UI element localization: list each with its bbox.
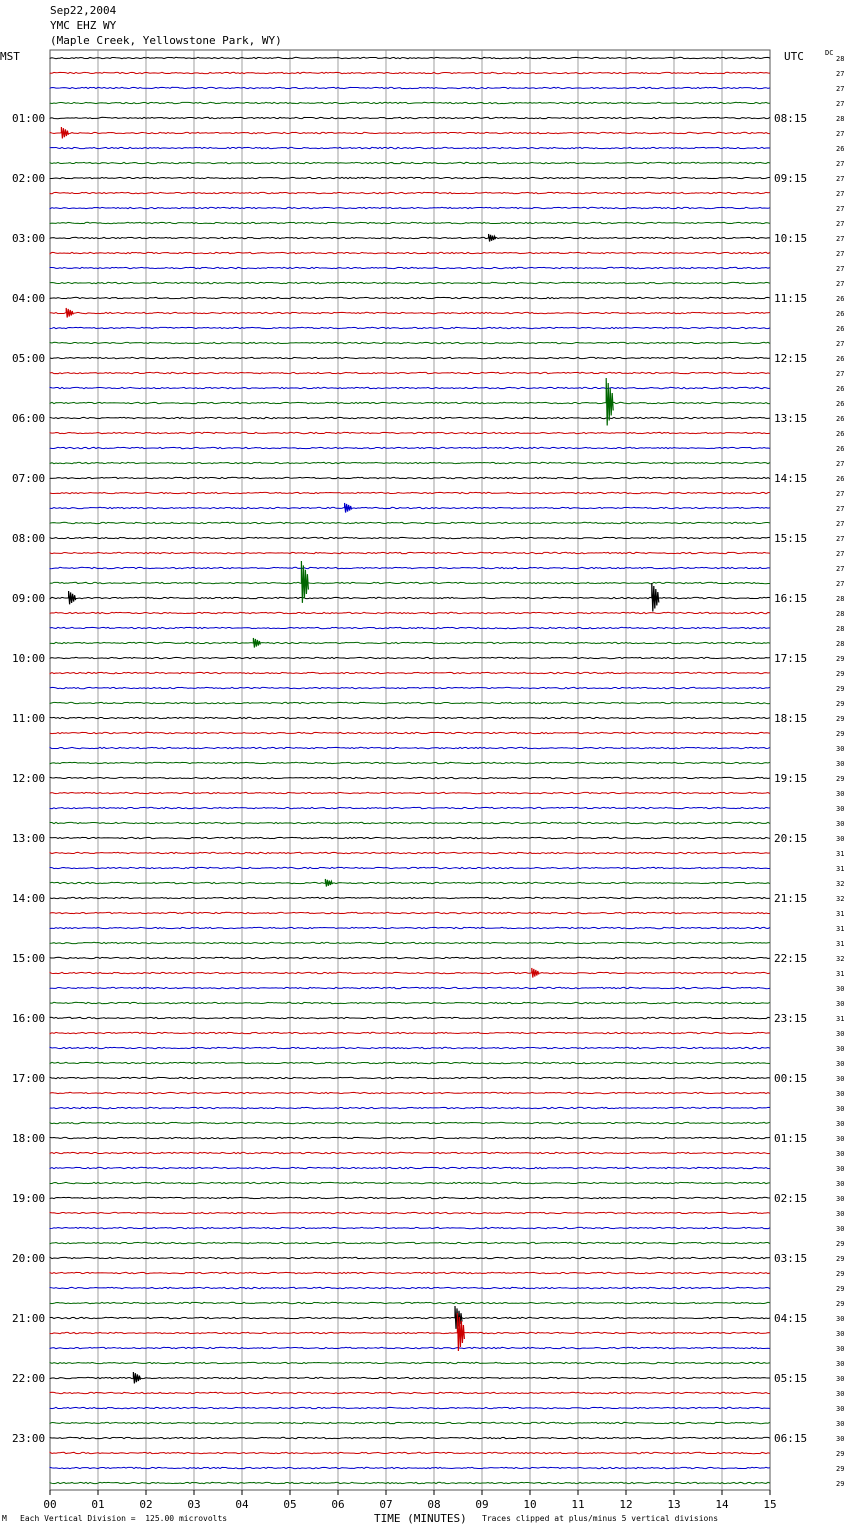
seismic-trace	[50, 252, 770, 253]
seismic-trace	[50, 1287, 770, 1288]
left-hour-label: 08:00	[12, 532, 46, 545]
right-hour-label: 13:15	[774, 412, 808, 425]
footer-scale: Each Vertical Division = 125.00 microvolts	[20, 1514, 228, 1523]
right-hour-label: 23:15	[774, 1012, 808, 1025]
dc-value: 27	[836, 550, 845, 558]
dc-value: 30	[836, 835, 845, 843]
dc-value: 29	[836, 1285, 845, 1293]
dc-value: 27	[836, 205, 845, 213]
seismic-trace	[50, 1242, 770, 1243]
dc-value: 30	[836, 1195, 845, 1203]
left-hour-label: 14:00	[12, 892, 46, 905]
x-tick-label: 08	[427, 1498, 441, 1511]
dc-value: 26	[836, 400, 845, 408]
left-hour-label: 19:00	[12, 1192, 46, 1205]
dc-value: 27	[836, 190, 845, 198]
seismic-trace	[50, 732, 770, 733]
left-hour-label: 21:00	[12, 1312, 46, 1325]
dc-value: 29	[836, 715, 845, 723]
seismic-event	[489, 234, 496, 242]
x-tick-label: 04	[235, 1498, 249, 1511]
dc-value: 26	[836, 310, 845, 318]
dc-value: 30	[836, 760, 845, 768]
seismic-trace	[50, 897, 770, 898]
seismic-trace	[50, 387, 770, 388]
dc-value: 30	[836, 1075, 845, 1083]
dc-value: 27	[836, 130, 845, 138]
x-tick-label: 03	[187, 1498, 201, 1511]
dc-value: 30	[836, 1150, 845, 1158]
right-hour-label: 01:15	[774, 1132, 808, 1145]
dc-value: 32	[836, 895, 845, 903]
dc-value: 27	[836, 280, 845, 288]
footer-clip: Traces clipped at plus/minus 5 vertical divisions	[482, 1514, 719, 1523]
seismic-trace	[50, 357, 770, 358]
x-tick-label: 13	[667, 1498, 681, 1511]
seismic-trace	[50, 972, 770, 973]
left-hour-label: 10:00	[12, 652, 46, 665]
seismic-trace	[50, 1407, 770, 1408]
dc-value: 32	[836, 880, 845, 888]
dc-value: 29	[836, 655, 845, 663]
x-tick-label: 06	[331, 1498, 345, 1511]
seismic-trace	[50, 1122, 770, 1123]
seismic-trace	[50, 552, 770, 553]
seismic-trace	[50, 1182, 770, 1183]
seismic-trace	[50, 1362, 770, 1363]
dc-value: 30	[836, 805, 845, 813]
dc-value: 30	[836, 790, 845, 798]
dc-value: 27	[836, 340, 845, 348]
dc-value: 29	[836, 730, 845, 738]
right-hour-label: 12:15	[774, 352, 808, 365]
seismic-trace	[50, 432, 770, 433]
seismic-trace	[50, 852, 770, 853]
dc-value: 27	[836, 520, 845, 528]
dc-value: 30	[836, 1225, 845, 1233]
seismic-trace	[50, 132, 770, 133]
dc-value: 31	[836, 970, 845, 978]
seismic-trace	[50, 567, 770, 568]
dc-value: 27	[836, 505, 845, 513]
seismic-trace	[50, 447, 770, 448]
dc-value: 28	[836, 115, 845, 123]
left-hour-label: 18:00	[12, 1132, 46, 1145]
dc-value: 27	[836, 370, 845, 378]
seismic-trace	[50, 492, 770, 493]
dc-value: 29	[836, 1300, 845, 1308]
dc-value: 30	[836, 1210, 845, 1218]
seismic-trace	[50, 102, 770, 103]
right-hour-label: 04:15	[774, 1312, 808, 1325]
dc-value: 28	[836, 625, 845, 633]
dc-value: 30	[836, 1420, 845, 1428]
seismic-trace	[50, 297, 770, 298]
seismic-trace	[50, 267, 770, 268]
right-hour-label: 16:15	[774, 592, 808, 605]
dc-value: 29	[836, 1480, 845, 1488]
dc-value: 27	[836, 580, 845, 588]
dc-value: 32	[836, 955, 845, 963]
dc-value: 30	[836, 1405, 845, 1413]
right-hour-label: 05:15	[774, 1372, 808, 1385]
left-hour-label: 23:00	[12, 1432, 46, 1445]
seismic-trace	[50, 1152, 770, 1153]
seismic-trace	[50, 777, 770, 778]
dc-value: 27	[836, 100, 845, 108]
seismic-trace	[50, 612, 770, 613]
seismic-trace	[50, 942, 770, 943]
dc-value: 29	[836, 700, 845, 708]
right-hour-label: 20:15	[774, 832, 808, 845]
dc-value: 30	[836, 1105, 845, 1113]
dc-value: 30	[836, 985, 845, 993]
dc-value: 26	[836, 145, 845, 153]
dc-value: 27	[836, 85, 845, 93]
dc-value: 29	[836, 1270, 845, 1278]
dc-value: 30	[836, 1090, 845, 1098]
dc-value: 27	[836, 220, 845, 228]
dc-value: 30	[836, 1330, 845, 1338]
seismic-trace	[50, 1077, 770, 1078]
right-hour-label: 15:15	[774, 532, 808, 545]
seismic-trace	[50, 1347, 770, 1348]
seismic-trace	[50, 1167, 770, 1168]
seismic-trace	[50, 927, 770, 928]
dc-value: 30	[836, 1165, 845, 1173]
left-hour-label: 03:00	[12, 232, 46, 245]
dc-value: 27	[836, 460, 845, 468]
left-hour-label: 06:00	[12, 412, 46, 425]
dc-value: 30	[836, 820, 845, 828]
left-hour-label: 22:00	[12, 1372, 46, 1385]
dc-value: 29	[836, 670, 845, 678]
dc-value: 26	[836, 295, 845, 303]
dc-value: 31	[836, 1015, 845, 1023]
seismic-trace	[50, 477, 770, 478]
left-hour-label: 13:00	[12, 832, 46, 845]
x-tick-label: 12	[619, 1498, 633, 1511]
seismic-trace	[50, 747, 770, 748]
right-hour-label: 18:15	[774, 712, 808, 725]
dc-value: 30	[836, 745, 845, 753]
seismic-trace	[50, 1047, 770, 1048]
seismic-trace	[50, 1392, 770, 1393]
dc-value: 30	[836, 1315, 845, 1323]
seismic-trace	[50, 1422, 770, 1423]
dc-value: 30	[836, 1120, 845, 1128]
seismic-trace	[50, 417, 770, 418]
seismic-event	[325, 879, 332, 887]
x-tick-label: 11	[571, 1498, 585, 1511]
seismic-trace	[50, 792, 770, 793]
seismic-trace	[50, 222, 770, 223]
dc-value: 31	[836, 925, 845, 933]
seismic-trace	[50, 522, 770, 523]
seismic-event	[652, 583, 659, 612]
seismic-event	[532, 968, 539, 978]
right-hour-label: 09:15	[774, 172, 808, 185]
seismic-trace	[50, 837, 770, 838]
dc-value: 27	[836, 235, 845, 243]
dc-value: 28	[836, 610, 845, 618]
right-hour-label: 22:15	[774, 952, 808, 965]
dc-label: DC	[825, 49, 834, 57]
left-hour-label: 16:00	[12, 1012, 46, 1025]
dc-value: 30	[836, 1060, 845, 1068]
dc-value: 30	[836, 1030, 845, 1038]
seismic-trace	[50, 87, 770, 88]
dc-value: 29	[836, 1465, 845, 1473]
x-tick-label: 09	[475, 1498, 489, 1511]
right-hour-label: 08:15	[774, 112, 808, 125]
dc-value: 27	[836, 265, 845, 273]
left-hour-label: 15:00	[12, 952, 46, 965]
dc-value: 29	[836, 775, 845, 783]
seismic-event	[69, 591, 76, 604]
chart-date: Sep22,2004	[50, 4, 117, 17]
seismic-trace	[50, 507, 770, 508]
seismic-trace	[50, 882, 770, 883]
left-hour-label: 20:00	[12, 1252, 46, 1265]
dc-value: 27	[836, 70, 845, 78]
dc-value: 27	[836, 490, 845, 498]
dc-value: 30	[836, 1045, 845, 1053]
dc-value: 26	[836, 415, 845, 423]
seismic-trace	[50, 1272, 770, 1273]
seismic-trace	[50, 177, 770, 178]
x-tick-label: 00	[43, 1498, 57, 1511]
dc-value: 30	[836, 1135, 845, 1143]
seismic-trace	[50, 372, 770, 373]
left-hour-label: 11:00	[12, 712, 46, 725]
dc-value: 27	[836, 535, 845, 543]
dc-value: 29	[836, 685, 845, 693]
seismic-trace	[50, 1137, 770, 1138]
chart-station: YMC EHZ WY	[50, 19, 117, 32]
right-hour-label: 10:15	[774, 232, 808, 245]
seismic-trace	[50, 282, 770, 283]
seismic-trace	[50, 627, 770, 628]
seismic-event	[133, 1372, 140, 1383]
dc-value: 31	[836, 850, 845, 858]
dc-value: 30	[836, 1345, 845, 1353]
dc-value: 26	[836, 475, 845, 483]
seismic-trace	[50, 1317, 770, 1318]
dc-value: 29	[836, 1450, 845, 1458]
seismic-trace	[50, 582, 770, 583]
x-tick-label: 15	[763, 1498, 777, 1511]
seismic-trace	[50, 72, 770, 73]
right-hour-label: 00:15	[774, 1072, 808, 1085]
dc-value: 29	[836, 1255, 845, 1263]
seismic-trace	[50, 957, 770, 958]
dc-value: 26	[836, 445, 845, 453]
seismic-trace	[50, 1227, 770, 1228]
seismic-trace	[50, 402, 770, 403]
seismic-event	[253, 638, 260, 648]
dc-value: 28	[836, 640, 845, 648]
seismic-trace	[50, 807, 770, 808]
seismic-trace	[50, 327, 770, 328]
seismic-event	[345, 503, 352, 513]
dc-value: 30	[836, 1360, 845, 1368]
x-tick-label: 07	[379, 1498, 393, 1511]
seismic-trace	[50, 117, 770, 118]
dc-value: 27	[836, 565, 845, 573]
x-tick-label: 02	[139, 1498, 153, 1511]
dc-value: 27	[836, 160, 845, 168]
seismic-trace	[50, 1482, 770, 1483]
dc-value: 26	[836, 355, 845, 363]
left-timezone-label: MST	[0, 50, 20, 63]
left-hour-label: 09:00	[12, 592, 46, 605]
seismic-trace	[50, 1092, 770, 1093]
x-axis-label: TIME (MINUTES)	[374, 1512, 467, 1525]
left-hour-label: 02:00	[12, 172, 46, 185]
seismic-trace	[50, 597, 770, 598]
right-hour-label: 03:15	[774, 1252, 808, 1265]
seismic-trace	[50, 162, 770, 163]
seismic-trace	[50, 1332, 770, 1333]
seismic-trace	[50, 642, 770, 643]
seismic-trace	[50, 1017, 770, 1018]
dc-value: 26	[836, 430, 845, 438]
right-timezone-label: UTC	[784, 50, 804, 63]
seismic-trace	[50, 1197, 770, 1198]
left-hour-label: 17:00	[12, 1072, 46, 1085]
dc-value: 30	[836, 1390, 845, 1398]
seismic-trace	[50, 1002, 770, 1003]
dc-value: 26	[836, 385, 845, 393]
seismic-trace	[50, 192, 770, 193]
x-tick-label: 10	[523, 1498, 537, 1511]
dc-value: 30	[836, 1180, 845, 1188]
seismic-event	[301, 561, 308, 603]
left-hour-label: 07:00	[12, 472, 46, 485]
seismic-trace	[50, 1062, 770, 1063]
seismic-trace	[50, 912, 770, 913]
seismic-trace	[50, 147, 770, 148]
right-hour-label: 19:15	[774, 772, 808, 785]
seismic-trace	[50, 1302, 770, 1303]
right-hour-label: 17:15	[774, 652, 808, 665]
seismic-trace	[50, 702, 770, 703]
left-hour-label: 05:00	[12, 352, 46, 365]
seismic-trace	[50, 1452, 770, 1453]
right-hour-label: 06:15	[774, 1432, 808, 1445]
seismic-trace	[50, 462, 770, 463]
dc-value: 31	[836, 940, 845, 948]
dc-value: 29	[836, 1240, 845, 1248]
seismic-trace	[50, 1437, 770, 1438]
seismic-trace	[50, 822, 770, 823]
chart-location: (Maple Creek, Yellowstone Park, WY)	[50, 34, 282, 47]
seismic-trace	[50, 342, 770, 343]
seismic-trace	[50, 1377, 770, 1378]
right-hour-label: 21:15	[774, 892, 808, 905]
dc-value: 31	[836, 910, 845, 918]
seismic-trace	[50, 717, 770, 718]
seismic-trace	[50, 1257, 770, 1258]
x-tick-label: 01	[91, 1498, 105, 1511]
seismic-trace	[50, 1212, 770, 1213]
x-tick-label: 05	[283, 1498, 297, 1511]
left-hour-label: 12:00	[12, 772, 46, 785]
footer-mark: M	[2, 1514, 7, 1523]
seismic-trace	[50, 687, 770, 688]
dc-value: 28	[836, 55, 845, 63]
seismic-event	[66, 308, 73, 318]
seismic-trace	[50, 312, 770, 313]
seismic-trace	[50, 987, 770, 988]
dc-value: 27	[836, 250, 845, 258]
dc-value: 26	[836, 325, 845, 333]
seismic-trace	[50, 1107, 770, 1108]
seismic-trace	[50, 207, 770, 208]
dc-value: 27	[836, 175, 845, 183]
seismic-event	[61, 127, 68, 138]
seismic-trace	[50, 657, 770, 658]
seismic-trace	[50, 762, 770, 763]
seismic-trace	[50, 1467, 770, 1468]
seismic-trace	[50, 237, 770, 238]
dc-value: 30	[836, 1375, 845, 1383]
dc-value: 30	[836, 1435, 845, 1443]
seismic-trace	[50, 672, 770, 673]
seismic-trace	[50, 537, 770, 538]
dc-value: 28	[836, 595, 845, 603]
x-tick-label: 14	[715, 1498, 729, 1511]
left-hour-label: 04:00	[12, 292, 46, 305]
seismic-trace	[50, 57, 770, 58]
dc-value: 31	[836, 865, 845, 873]
right-hour-label: 11:15	[774, 292, 808, 305]
dc-value: 30	[836, 1000, 845, 1008]
right-hour-label: 14:15	[774, 472, 808, 485]
seismic-trace	[50, 1032, 770, 1033]
left-hour-label: 01:00	[12, 112, 46, 125]
right-hour-label: 02:15	[774, 1192, 808, 1205]
seismic-trace	[50, 867, 770, 868]
